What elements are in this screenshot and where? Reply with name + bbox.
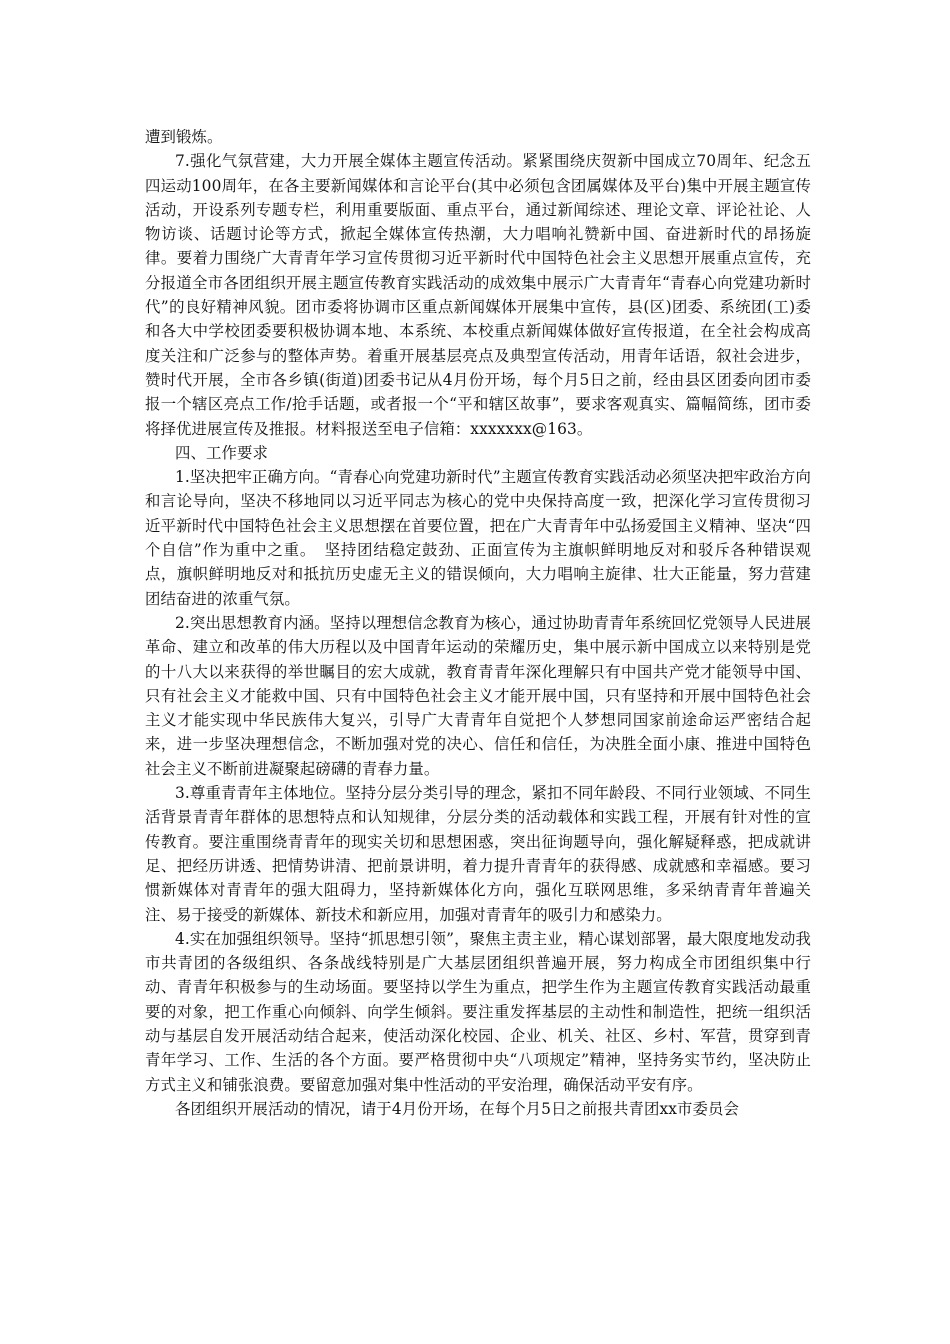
paragraph-requirement-3: 3.尊重青青年主体地位。坚持分层分类引导的理念，紧扣不同年龄段、不同行业领域、不同生活背景青青年群体的思想特点和认知规律，分层分类的活动载体和实践工程，开展有针对性的宣传教育。要注重围绕青青年的现实关切和思想困惑，突出征询题导向，强化解疑释惑，把成就讲足、把经历讲透、把情势讲清、把前景讲明，着力提升青青年的获得感、成就感和幸福感。要习惯新媒体对青青年的强大阻碍力，坚持新媒体化方向，强化互联网思维，多采纳青青年普遍关注、易于接受的新媒体、新技术和新应用，加强对青青年的吸引力和感染力。 — [145, 784, 811, 924]
document-body — [145, 125, 811, 1121]
paragraph-continuation: 遭到锻炼。 — [145, 128, 223, 146]
paragraph-item-7-media-campaign: 7.强化气氛营建，大力开展全媒体主题宣传活动。紧紧围绕庆贺新中国成立70周年、纪念五四运动100周年，在各主要新闻媒体和言论平台(其中必须包含团属媒体及平台)集中开展主题宣传活动，开设系列专题专栏，利用重要版面、重点平台，通过新闻综述、理论文章、评论社论、人物访谈、话题讨论等方式，掀起全媒体宣传热潮，大力唱响礼赞新中国、奋进新时代的昂扬旋律。要着力围绕广大青青年学习宣传贯彻习近平新时代中国特色社会主义思想开展重点宣传，充分报道全市各团组织开展主题宣传教育实践活动的成效集中展示广大青青年“青春心向党建功新时代”的良好精神风貌。团市委将协调市区重点新闻媒体开展集中宣传，县(区)团委、系统团(工)委和各大中学校团委要积极协调本地、本系统、本校重点新闻媒体做好宣传报道，在全社会构成高度关注和广泛参与的整体声势。着重开展基层亮点及典型宣传活动，用青年话语，叙社会进步，赞时代开展，全市各乡镇(街道)团委书记从4月份开场，每个月5日之前，经由县区团委向团市委报一个辖区亮点工作/抢手话题，或者报一个“平和辖区故事”，要求客观真实、篇幅简练，团市委将择优进展宣传及推报。材料报送至电子信箱：xxxxxxx@163。 — [145, 152, 811, 438]
paragraph-closing-report: 各团组织开展活动的情况，请于4月份开场，在每个月5日之前报共青团xx市委员会 — [175, 1099, 740, 1118]
paragraph-requirement-4: 4.实在加强组织领导。坚持“抓思想引领”，聚焦主责主业，精心谋划部署，最大限度地发动我市共青团的各级组织、各条战线特别是广大基层团组织普遍开展，努力构成全市团组织集中行动、青青年积极参与的生动场面。要坚持以学生为重点，把学生作为主题宣传教育实践活动最重要的对象，把工作重心向倾斜、向学生倾斜。要注重发挥基层的主动性和制造性，把统一组织活动与基层自发开展活动结合起来，使活动深化校园、企业、机关、社区、乡村、军营，贯穿到青青年学习、工作、生活的各个方面。要严格贯彻中央“八项规定”精神，坚持务实节约，坚决防止方式主义和铺张浪费。要留意加强对集中性活动的平安治理，确保活动平安有序。 — [145, 929, 811, 1094]
paragraph-requirement-2: 2.突出思想教育内涵。坚持以理想信念教育为核心，通过协助青青年系统回忆党领导人民进展革命、建立和改革的伟大历程以及中国青年运动的荣耀历史，集中展示新中国成立以来特别是党的十八大以来获得的举世瞩目的宏大成就，教育青青年深化理解只有中国共产党才能领导中国、只有社会主义才能救中国、只有中国特色社会主义才能开展中国，只有坚持和开展中国特色社会主义才能实现中华民族伟大复兴，引导广大青青年自觉把个人梦想同国家前途命运严密结合起来，进一步坚决理想信念，不断加强对党的决心、信任和信任，为决胜全面小康、推进中国特色社会主义不断前进凝聚起磅礴的青春力量。 — [145, 613, 811, 778]
paragraph-requirement-1: 1.坚决把牢正确方向。“青春心向党建功新时代”主题宣传教育实践活动必须坚决把牢政治方向和言论导向，坚决不移地同以习近平同志为核心的党中央保持高度一致，把深化学习宣传贯彻习近平新时代中国特色社会主义思想摆在首要位置，把在广大青青年中弘扬爱国主义精神、坚决“四个自信”作为重中之重。 坚持团结稳定鼓劲、正面宣传为主旗帜鲜明地反对和驳斥各种错误观点，旗帜鲜明地反对和抵抗历史虚无主义的错误倾向，大力唱响主旋律、壮大正能量，努力营建团结奋进的浓重气氛。 — [145, 468, 811, 608]
section-heading-work-requirements: 四、工作要求 — [175, 443, 268, 462]
